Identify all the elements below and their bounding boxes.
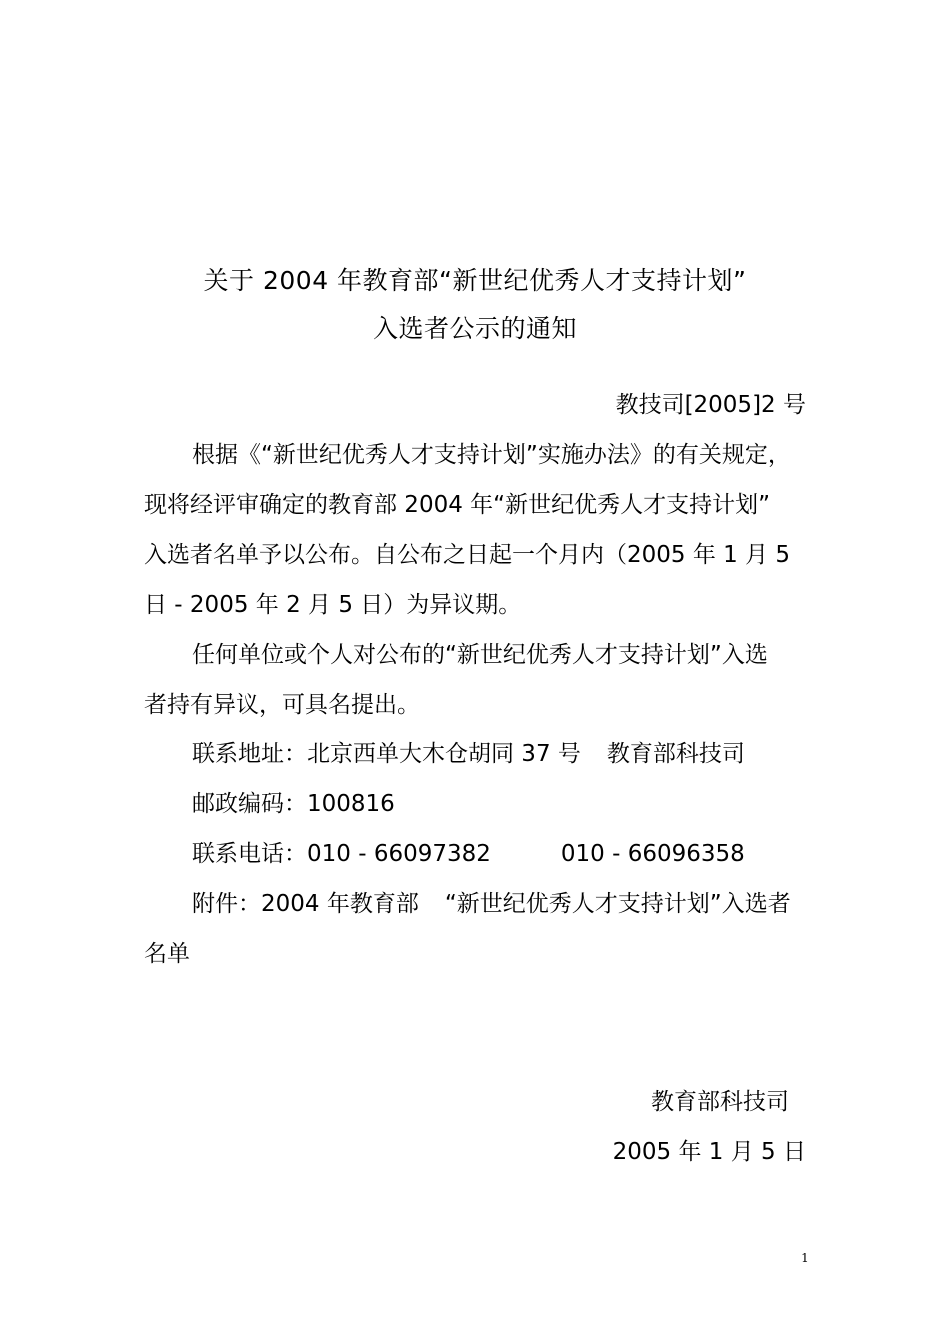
title-line-2: 入选者公示的通知 bbox=[372, 314, 577, 343]
document-number: 教技司[2005]2 号 bbox=[615, 392, 806, 418]
postcode: 100816 bbox=[307, 791, 395, 817]
attachment-label: 附件： bbox=[192, 891, 261, 917]
attachment-line-2: 名单 bbox=[144, 941, 190, 967]
phone-2: 010 - 66096358 bbox=[560, 841, 745, 867]
attachment-line bbox=[192, 888, 791, 920]
attachment-part-1: 2004 年教育部 bbox=[261, 891, 419, 917]
paragraph-1-line-3: 入选者名单予以公布。自公布之日起一个月内（2005 年 1 月 5 bbox=[144, 542, 791, 568]
phone-label: 联系电话： bbox=[192, 841, 307, 867]
paragraph-1-line-4: 日 - 2005 年 2 月 5 日）为异议期。 bbox=[144, 592, 522, 618]
postcode-line bbox=[192, 788, 395, 820]
paragraph-2-line-1: 任何单位或个人对公布的“新世纪优秀人才支持计划”入选 bbox=[192, 642, 768, 668]
phone-line bbox=[192, 838, 745, 870]
paragraph-2-line-2: 者持有异议，可具名提出。 bbox=[144, 692, 420, 718]
title-line-1: 关于 2004 年教育部“新世纪优秀人才支持计划” bbox=[203, 266, 747, 295]
contact-address-line bbox=[192, 738, 745, 770]
signature-date: 2005 年 1 月 5 日 bbox=[612, 1139, 806, 1165]
paragraph-1-line-1: 根据《“新世纪优秀人才支持计划”实施办法》的有关规定， bbox=[192, 442, 791, 468]
signature-organization: 教育部科技司 bbox=[651, 1089, 789, 1115]
attachment-part-2: “新世纪优秀人才支持计划”入选者 bbox=[444, 891, 791, 917]
phone-1: 010 - 66097382 bbox=[307, 841, 491, 867]
contact-address-label: 联系地址： bbox=[192, 741, 307, 767]
paragraph-1-line-2: 现将经评审确定的教育部 2004 年“新世纪优秀人才支持计划” bbox=[144, 492, 770, 518]
page-number: 1 bbox=[801, 1251, 809, 1265]
contact-address: 北京西单大木仓胡同 37 号 bbox=[307, 741, 581, 767]
postcode-label: 邮政编码： bbox=[192, 791, 307, 817]
contact-department: 教育部科技司 bbox=[606, 741, 745, 767]
